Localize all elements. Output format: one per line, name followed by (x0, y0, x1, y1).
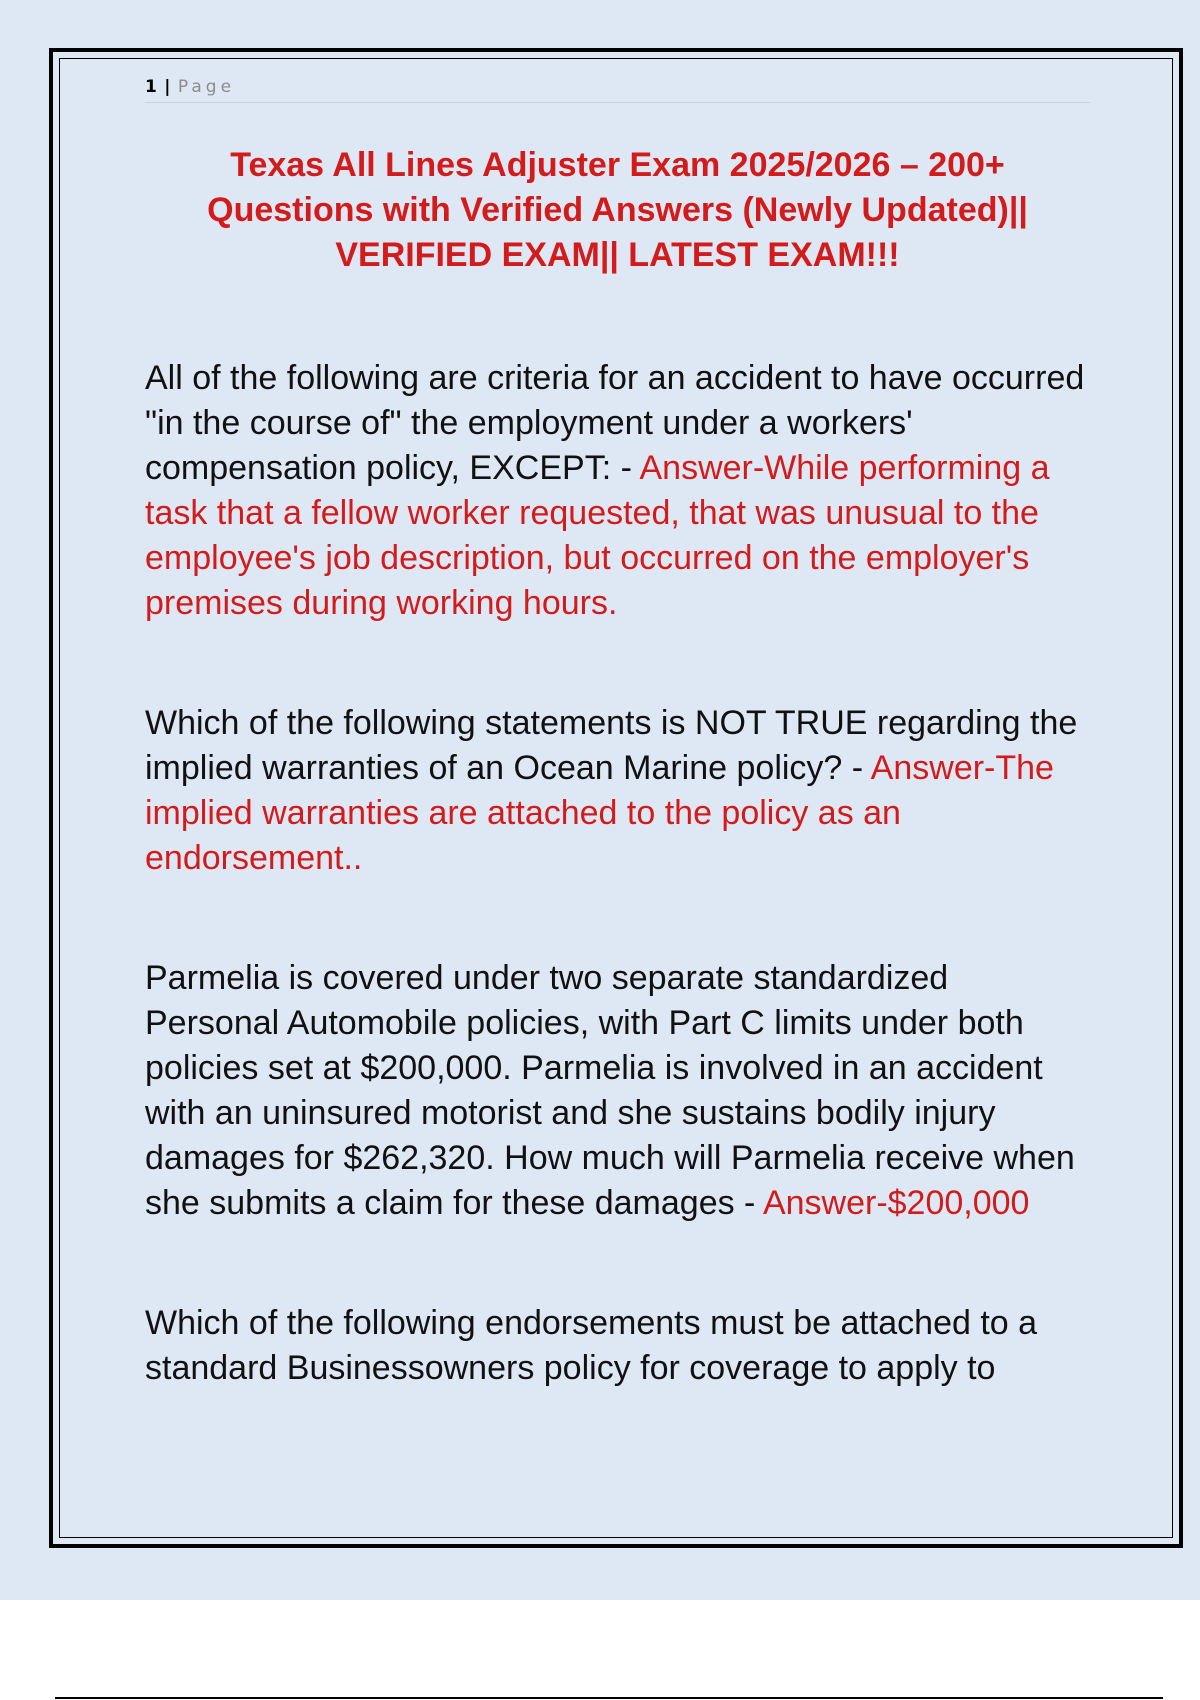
question-text: Which of the following statements is NOT TRUE regarding the implied warranties of an Ocean Marine policy? - (145, 704, 1078, 787)
title-line-1: Texas All Lines Adjuster Exam 2025/2026 – 200+ (230, 146, 1005, 184)
qa-item-2 (145, 701, 1090, 881)
question-text: All of the following are criteria for an accident to have occurred "in the course of" the employment under a workers' compensation policy, EXCEPT: - (145, 359, 1085, 487)
title-line-2: Questions with Verified Answers (Newly Updated)|| (207, 191, 1028, 229)
question-text: Parmelia is covered under two separate standardized Personal Automobile policies, with Part C limits under both policies set at $200,000. Parmelia is involved in an accident with an uninsured motorist and she sustains bodily injury damages for $262,320. How much will Parmelia receive when she submits a claim for these damages - (145, 959, 1075, 1222)
page-header (145, 72, 1090, 103)
qa-list (145, 356, 1090, 1466)
answer-text: Answer-$200,000 (762, 1184, 1030, 1222)
qa-item-1 (145, 356, 1090, 626)
page-header-separator: | (164, 77, 171, 97)
qa-item-4 (145, 1301, 1090, 1391)
footer-rule (55, 1697, 1163, 1699)
page-label: Page (177, 77, 236, 97)
qa-item-3 (145, 956, 1090, 1226)
title-line-3: VERIFIED EXAM|| LATEST EXAM!!! (335, 236, 900, 274)
question-text: Which of the following endorsements must be attached to a standard Businessowners policy for coverage to apply to (145, 1304, 1038, 1387)
answer-text: Answer-The implied warranties are attached to the policy as an endorsement.. (145, 749, 1054, 877)
document-title (145, 143, 1090, 278)
page-number: 1 (145, 77, 157, 97)
answer-text: Answer-While performing a task that a fellow worker requested, that was unusual to the employee's job description, but occurred on the employer's premises during working hours. (145, 449, 1050, 622)
